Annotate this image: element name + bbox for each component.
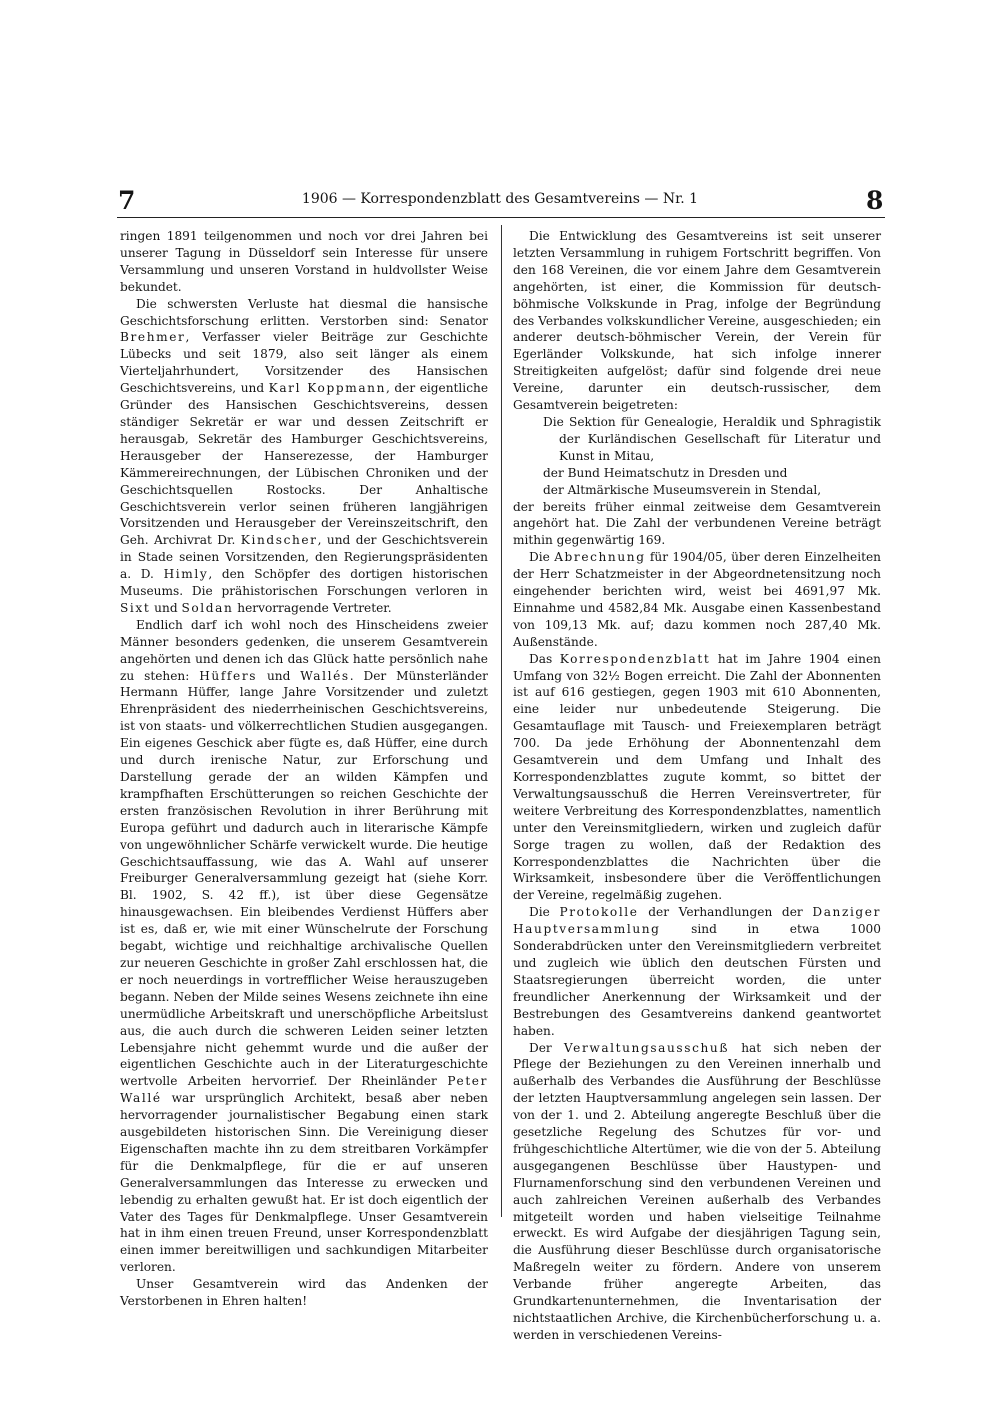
person-name: Kindscher	[240, 533, 318, 548]
paragraph: ringen 1891 teilgenommen und noch vor drei Jahren bei unserer Tagung in Düsseldorf sein Interesse für unsere Versammlung und unseren Vorstand in huldvollster Weise bekundet.	[120, 229, 488, 294]
person-name: Karl Koppmann	[268, 381, 386, 396]
paragraph: Endlich darf ich wohl noch des Hinscheidens zweier Männer besonders gedenken, die unserem Gesamtverein angehörten und denen ich das Glück hatte persönlich nahe zu stehen: Hüffers und Wallés. Der Münsterländer Hermann Hüffer, lange Jahre Vorsitzender und zuletzt Ehrenpräsident des niederrheinischen Geschichtsvereins, ist von staats- und völkerrechtlichen Studien ausgegangen. Ein eigenes Geschick aber fügte es, daß Hüffer, eine durch und durch irenische Natur, zur Erforschung und Darstellung gerade der an wilden Kämpfen und krampfhaften Erschütterungen so reichen Geschichte der ersten französischen Revolution in ihrer Berührung mit Europa geführt und dadurch auch in literarische Kämpfe von ungewöhnlicher Schärfe verwickelt wurde. Die heutige Geschichtsauffassung, wie das A. Wahl auf unserer Freiburger Generalversammlung gezeigt hat (siehe Korr. Bl. 1902, S. 42 ff.), ist über diese Gegensätze hinausgewachsen. Ein bleibendes Verdienst Hüffers aber ist es, daß er, wie mit einer Wünschelrute der Forschung begabt, wichtige und reichhaltige archivalische Quellen zur neueren Geschichte in großer Zahl erschlossen hat, die er noch neuerdings in vortrefflicher Weise herauszugeben begann. Neben der Milde seines Wesens zeichnete ihn eine unermüdliche Arbeitskraft und unerschöpfliche Arbeitslust aus, die auch durch die schweren Leiden seiner letzten Lebensjahre nicht gehemmt wurde und die außer der eigentlichen Geschichte auch in der Literaturgeschichte wertvolle Arbeiten hervorrief. Der Rheinländer Peter Wallé war ursprünglich Architekt, besaß aber neben hervorragender journalistischer Begabung einen stark ausgebildeten historischen Sinn. Die Vereinigung dieser Eigenschaften machte ihn zu dem streitbaren Vorkämpfer für die Denkmalpflege, für die er auf unseren Generalversammlungen das Interesse zu erwecken und lebendig zu erhalten gewußt hat. Er ist doch eigentlich der Vater des Tages für Denkmalpflege. Unser Gesamtverein hat in ihm einen treuen Freund, unser Korrespondenzblatt einen immer bereitwilligen und sachkundigen Mitarbeiter verloren.	[120, 617, 488, 1275]
page-number-right: 8	[866, 186, 884, 215]
keyword: Protokolle	[559, 905, 639, 920]
person-name: Himly	[163, 567, 209, 582]
header-rule	[117, 217, 885, 218]
paragraph: Das Korrespondenzblatt hat im Jahre 1904 einen Umfang von 32½ Bogen erreicht. Die Zahl der Abonnenten ist auf 616 gestiegen, gegen 1903 mit 610 Abonnenten, eine leider nur unbedeutende Steigerung. Die Gesamtauflage mit Tausch- und Freiexemplaren beträgt 700. Da jede Erhöhung der Abonnentenzahl dem Gesamtverein und dem Umfang und Inhalt des Korrespondenzblattes zugute kommt, so bittet der Verwaltungsausschuß die Herren Vereinsvertreter, für weitere Verbreitung des Korrespondenzblattes, namentlich unter den Vereinsmitgliedern, wirken und zugleich dafür Sorge tragen zu wollen, daß der Redaktion des Korrespondenzblattes die Nachrichten über die Wirksamkeit, insbesondere über die Veröffentlichungen der Vereine, regelmäßig zugehen.	[513, 651, 882, 903]
keyword: Verwaltungsausschuß	[563, 1040, 730, 1055]
paragraph: der bereits früher einmal zeitweise dem Gesamtverein angehört hat. Die Zahl der verbundenen Vereine beträgt mithin gegenwärtig 169.	[513, 499, 881, 548]
person-name: Sixt	[120, 600, 151, 615]
list-item: der Bund Heimatschutz in Dresden und	[543, 465, 788, 480]
keyword: Abrechnung	[554, 550, 646, 565]
column-divider	[501, 225, 502, 1217]
paragraph: Die schwersten Verluste hat diesmal die hansische Geschichtsforschung erlitten. Verstorben sind: Senator Brehmer, Verfasser vieler Beiträge zur Geschichte Lübecks und seit 1879, also seit länger als einem Vierteljahrhundert, Vorsitzender des Hansischen Geschichtsvereins, und Karl Koppmann, der eigentliche Gründer des Hansischen Geschichtsvereins, dessen ständiger Sekretär er war und dessen Zeitschrift er herausgab, Sekretär des Hamburger Geschichtsvereins, Herausgeber der Hanserezesse, der Hamburger Kämmereirechnungen, der Lübischen Chroniken und der Geschichtsquellen Rostocks. Der Anhaltische Geschichtsverein verlor seinen früheren langjährigen Vorsitzenden und Herausgeber der Vereinszeitschrift, den Geh. Archivrat Dr. Kindscher, und der Geschichtsverein in Stade seinen Vorsitzenden, den Regierungspräsidenten a. D. Himly, den Schöpfer des dortigen historischen Museums. Die prähistorischen Forschungen verloren in Sixt und Soldan hervorragende Vertreter.	[120, 296, 488, 615]
right-column	[513, 228, 881, 1344]
keyword: Danziger Hauptversammlung	[513, 905, 881, 937]
person-name: Brehmer	[120, 330, 186, 345]
list-item: der Altmärkische Museumsverein in Stendal,	[543, 482, 822, 497]
keyword: Korrespondenzblatt	[559, 651, 711, 666]
person-name: Peter Wallé	[120, 1074, 488, 1106]
left-column	[120, 228, 488, 1310]
paragraph: Die Protokolle der Verhandlungen der Danziger Hauptversammlung sind in etwa 1000 Sonderabdrücken unter den Vereinsmitgliedern verbreitet und zugleich wie üblich den deutschen Fürsten und Staatsregierungen überreicht worden, die unter freundlicher Anerkennung der Wirksamkeit und der Bestrebungen des Gesamtvereins dankend geantwortet haben.	[513, 905, 881, 1038]
person-name: Hüffers	[199, 668, 258, 683]
list-item: Die Sektion für Genealogie, Heraldik und Sphragistik der Kurländischen Gesellschaft für Literatur und Kunst in Mitau,	[543, 414, 881, 463]
person-name: Soldan	[181, 600, 234, 615]
paragraph: Die Entwicklung des Gesamtvereins ist seit unserer letzten Versammlung in ruhigem Fortschritt begriffen. Von den 168 Vereinen, die vor einem Jahre dem Gesamtverein angehörten, ist einer, die Kommission für deutsch-böhmische Volkskunde in Prag, infolge der Begründung des Verbandes volkskundlicher Vereine, ausgeschieden; ein anderer deutsch-böhmischer Verein, der Verein für Egerländer Volkskunde, hat sich infolge innerer Streitigkeiten aufgelöst; dafür sind folgende drei neue Vereine, darunter ein deutsch-russischer, dem Gesamtverein beigetreten:	[513, 229, 881, 413]
person-name: Wallés	[300, 668, 350, 683]
page-number-left: 7	[118, 186, 136, 215]
paragraph: Der Verwaltungsausschuß hat sich neben der Pflege der Beziehungen zu den Vereinen innerhalb und außerhalb des Verbandes die Ausführung der Beschlüsse der letzten Hauptversammlung angelegen sein lassen. Der von der 1. und 2. Abteilung angeregte Beschluß über die gesetzliche Regelung des Schutzes für vor- und frühgeschichtliche Altertümer, wie die von der 5. Abteilung ausgegangenen Beschlüsse über Haustypen- und Flurnamenforschung sind den verbundenen Vereinen und auch zahlreichen Vereinen außerhalb des Verbandes mitgeteilt worden und haben vielseitige Teilnahme erweckt. Es wird Aufgabe der diesjährigen Tagung sein, die Ausführung dieser Beschlüsse durch organisatorische Maßregeln weiter zu fördern. Andere von unserem Verbande früher angeregte Arbeiten, das Grundkartenunternehmen, die Inventarisation der nichtstaatlichen Archive, die Kirchenbücherforschung u. a. werden in verschiedenen Vereins-	[513, 1040, 881, 1342]
paragraph: Die Abrechnung für 1904/05, über deren Einzelheiten der Herr Schatzmeister in der Abgeordnetensitzung noch eingehender berichten wird, weist bei 4691,97 Mk. Einnahme und 4582,84 Mk. Ausgabe einen Kassenbestand von 109,13 Mk. auf; dazu kommen noch 287,40 Mk. Außenstände.	[513, 550, 881, 649]
running-title: 1906 — Korrespondenzblatt des Gesamtvereins — Nr. 1	[301, 191, 699, 207]
paragraph: Unser Gesamtverein wird das Andenken der Verstorbenen in Ehren halten!	[120, 1277, 488, 1309]
